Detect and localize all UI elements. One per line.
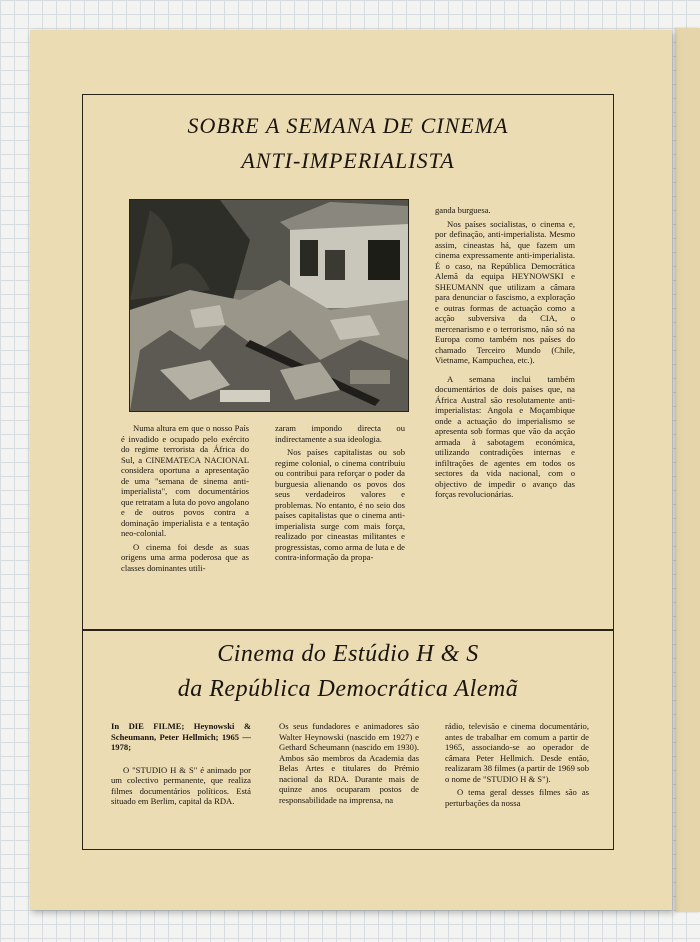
ruined-house-photo: [129, 199, 409, 412]
article-anti-imperialist-week: [82, 94, 614, 630]
article2-col1-paragraph: O "STUDIO H & S" é animado por um colectivo permanente, que realiza filmes documentários políticos. Está situado em Berlim, capital da RDA.: [111, 764, 251, 806]
article1-col3-paragraph: Nos países socialistas, o cinema e, por definação, anti-imperialista. Mesmo assim, cineastas há, que fazem um cinema expressamente anti-imperialista. É o caso, na República Democrática Alemã da equipa HEYNOWSKI e SHEUMANN que utilizam a câmara para denunciar o fascismo, a exploração e outras formas de actuação como a acção subversiva da CIA, o mercenarismo e o terrorismo, não só na Europa como também nos países do chamado Terceiro Mundo (Chile, Vietname, Kampuchea, etc.).: [435, 218, 575, 365]
article2-col3-paragraph: O tema geral desses filmes são as perturbações da nossa: [445, 787, 589, 808]
article1-col1-paragraph: Numa altura em que o nosso País é invadido e ocupado pelo exército do regime terrorista da África do Sul, a CINEMATECA NACIONAL considera oportuna a apresentação de uma "semana de sinema anti-imperialista", com documentários que retratam a luta do povo angolano e de outros povos contra a dominação imperialista e a tentação neo-colonial.: [121, 423, 249, 538]
article1-title-line1: SOBRE A SEMANA DE CINEMA: [187, 113, 509, 138]
source-credit: In DIE FILME; Heynowski & Scheumann, Peter Hellmich; 1965 — 1978;: [111, 721, 251, 752]
article1-column-3: [435, 205, 575, 503]
article1-column-1: [121, 423, 249, 576]
article1-col2-paragraph: zaram impondo directa ou indirectamente a sua ideologia.: [275, 423, 405, 444]
article2-col2-paragraph: Os seus fundadores e animadores são Walter Heynowski (nascido em 1927) e Gethard Scheumann (nascido em 1930). Ambos são membros da Academia das Belas Artes e titulares do Prémio nacional da RDA. Durante mais de quinze anos ocuparam postos de responsabilidade na imprensa, na: [279, 721, 419, 805]
article1-col3-paragraph: A semana inclui também documentários de dois países que, na África Austral são resolutamente anti-imperialistas: Angola e Moçambique onde a actuação do imperialismo se apresenta sob formas que vão da acção armada à sabotagem económica, utilizando contradições internas e infiltrações de agentes em todos os sectores da vida nacional, com o objectivo de impedir o avanço das forças revolucionárias.: [435, 373, 575, 499]
article1-title-line2: ANTI-IMPERIALISTA: [241, 148, 455, 173]
article1-col3-paragraph: ganda burguesa.: [435, 205, 491, 215]
article2-title-line1: Cinema do Estúdio H & S: [217, 641, 479, 667]
article2-title-line2: da República Democrática Alemã: [177, 676, 519, 702]
article2-column-3: [445, 721, 589, 811]
newspaper-page: [30, 30, 672, 910]
rubble-image: [130, 200, 408, 411]
article2-column-1: [111, 721, 251, 810]
article1-column-2: [275, 423, 405, 566]
article2-column-2: [279, 721, 419, 808]
article-studio-hs: [82, 630, 614, 850]
adjacent-page-edge: [676, 28, 700, 912]
article1-col2-paragraph: Nos países capitalistas ou sob regime colonial, o cinema contribuiu ou contribui para reforçar o poder da burguesia alienando os povos dos seus verdadeiros valores e problemas. No entanto, é no seio dos países capitalistas que o cinema anti-imperialista surge com mais força, realizado por cineastas militantes e progressistas, como arma de luta e de contra-informação da propa-: [275, 447, 405, 562]
article2-col3-paragraph: rádio, televisão e cinema documentário, antes de trabalhar em comum a partir de 1965, associando-se ao operador de câmara Peter Hellmich. Desde então, realizaram 38 filmes (a partir de 1969 sob o nome de "STUDIO H & S").: [445, 721, 589, 784]
article1-col1-paragraph: O cinema foi desde as suas origens uma arma poderosa que as classes dominantes utili-: [121, 541, 249, 573]
